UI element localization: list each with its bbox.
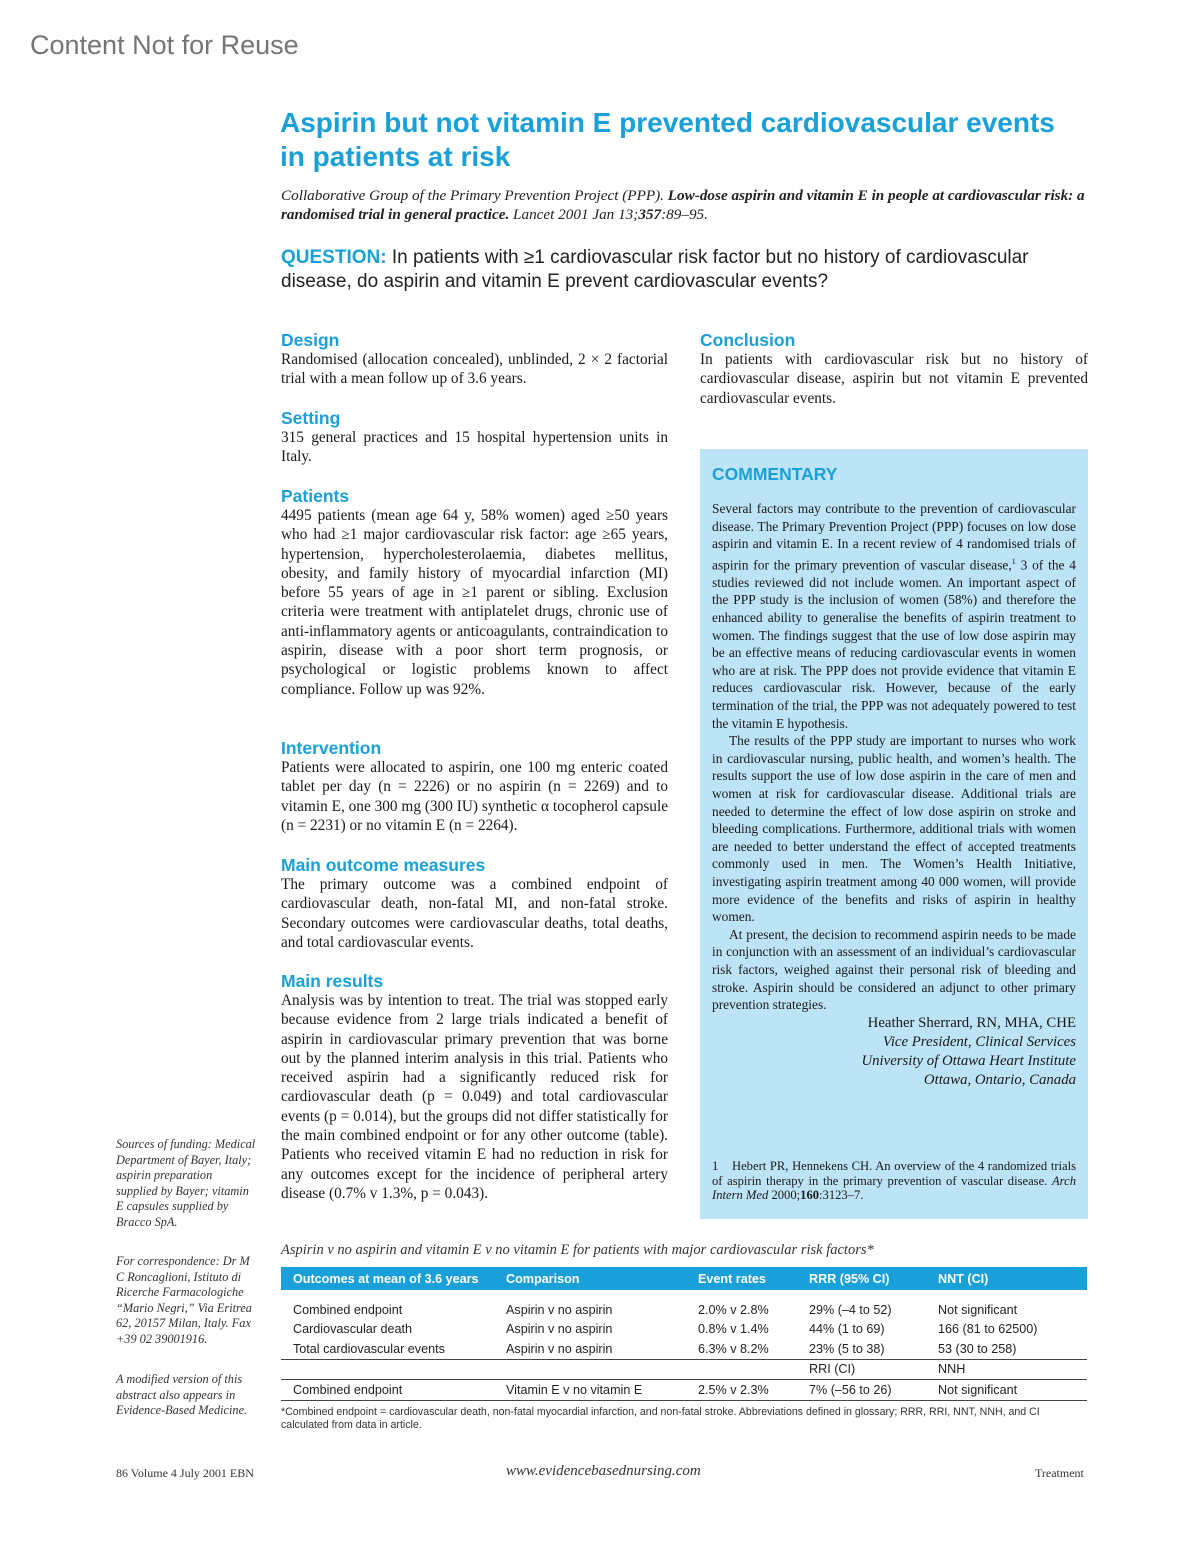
commentary-institution: University of Ottawa Heart Institute bbox=[861, 1052, 1076, 1069]
reference-pages: :3123–7. bbox=[819, 1188, 864, 1202]
table-cell: 0.8% v 1.4% bbox=[698, 1322, 769, 1337]
table-cell: 29% (–4 to 52) bbox=[809, 1302, 892, 1317]
table-cell: 53 (30 to 258) bbox=[938, 1341, 1017, 1356]
citation-journal: Lancet 2001 Jan 13; bbox=[509, 206, 639, 223]
patients-text: 4495 patients (mean age 64 y, 58% women) aged ≥50 years who had ≥1 major cardiovascular risk factor: age ≥65 years, hypertension, hypercholesterolaemia, diabetes mellitus, obesity, and family history of myocardial infarction (MI) before 55 years of age in ≥1 parent or sibling. Exclusion criteria were treatment with antiplatelet drugs, chronic use of anti-inflammatory agents or anticoagulants, contraindication to aspirin, disease with a poor short term prognosis, or psychological or logistic problems known to affect compliance. Follow up was 92%. bbox=[281, 507, 668, 698]
commentary-paragraph-2: The results of the PPP study are important to nurses who work in cardiovascular nursing, public health, and women’s health. The results support the use of low dose aspirin in the care of men and women at risk for cardiovascular disease. Additional trials are needed to determine the effect of low dose aspirin on stroke and bleeding complications. Furthermore, additional trials with women are needed to better understand the effect of accepted treatments commonly used in men. The Women’s Health Initiative, investigating aspirin treatment among 40 000 women, will provide more evidence of the benefits and risks of aspirin in healthy women. bbox=[712, 733, 1076, 925]
article-title: Aspirin but not vitamin E prevented cardiovascular events in patients at risk bbox=[280, 107, 1055, 172]
setting-text: 315 general practices and 15 hospital hypertension units in Italy. bbox=[281, 429, 668, 466]
design-section bbox=[281, 330, 668, 389]
conclusion-section bbox=[700, 330, 1088, 408]
outcomes-heading: Main outcome measures bbox=[281, 855, 486, 875]
table-cell: Aspirin v no aspirin bbox=[506, 1341, 613, 1356]
table-cell: Aspirin v no aspirin bbox=[506, 1322, 613, 1337]
citation-pages: :89–95. bbox=[661, 206, 708, 223]
table-cell bbox=[494, 1359, 686, 1380]
table-cell: Vitamin E v no vitamin E bbox=[494, 1380, 686, 1401]
table-cell: 23% (5 to 38) bbox=[809, 1341, 885, 1356]
table-caption: Aspirin v no aspirin and vitamin E v no vitamin E for patients with major cardiovascular risk factors* bbox=[281, 1242, 874, 1258]
table-cell: 2.5% v 2.3% bbox=[686, 1380, 797, 1401]
header-nnt: NNT (CI) bbox=[926, 1267, 1087, 1290]
table-cell: Cardiovascular death bbox=[293, 1322, 413, 1337]
commentary-location: Ottawa, Ontario, Canada bbox=[923, 1071, 1076, 1088]
table-header-row bbox=[281, 1267, 1087, 1290]
reference-number: 1 bbox=[712, 1159, 719, 1173]
intervention-text: Patients were allocated to aspirin, one 100 mg enteric coated tablet per day (n = 2226) or no aspirin (n = 2269) and to vitamin E, one 300 mg (300 IU) synthetic α tocopherol capsule (n = 2231) or no vitamin E (n = 2264). bbox=[281, 759, 668, 834]
commentary-heading: COMMENTARY bbox=[712, 464, 838, 484]
table-cell: 6.3% v 8.2% bbox=[698, 1341, 769, 1356]
correspondence-note: For correspondence: Dr M C Roncaglioni, Istituto di Ricerche Farmacologiche “Mario Negri,” Via Eritrea 62, 20157 Milan, Italy. Fax +39 02 39001916. bbox=[116, 1254, 252, 1346]
header-comparison: Comparison bbox=[494, 1267, 686, 1290]
citation-article-title: Low-dose aspirin and vitamin E in people at cardiovascular risk: a randomised trial in general practice. bbox=[281, 187, 1085, 223]
commentary-author: Heather Sherrard, RN, MHA, CHE bbox=[867, 1014, 1076, 1031]
watermark: Content Not for Reuse bbox=[30, 30, 299, 60]
funding-note: Sources of funding: Medical Department of Bayer, Italy; aspirin preparation supplied by Bayer; vitamin E capsules supplied by Bracco SpA. bbox=[116, 1137, 256, 1229]
results-text: Analysis was by intention to treat. The trial was stopped early because evidence from 2 large trials indicated a benefit of aspirin in cardiovascular primary prevention that was borne out by the planned interim analysis in this trial. Patients who received aspirin had a significantly reduced risk for cardiovascular death (p = 0.049) and total cardiovascular events (p = 0.014), but the groups did not differ statistically for the main combined endpoint or for any other outcome (table). Patients who received vitamin E had no reduction in risk for any outcomes except for the incidence of peripheral artery disease (0.7% v 1.3%, p = 0.043). bbox=[281, 992, 668, 1202]
question-label: QUESTION: bbox=[281, 247, 387, 268]
reference-text: Hebert PR, Hennekens CH. An overview of the 4 randomized trials of aspirin therapy in the primary prevention of vascular disease. bbox=[712, 1159, 1076, 1188]
reference-year: 2000; bbox=[768, 1188, 801, 1202]
citation-volume: 357 bbox=[638, 206, 662, 223]
table-cell: 2.0% v 2.8% bbox=[698, 1302, 769, 1317]
commentary-box bbox=[700, 449, 1088, 1219]
patients-section bbox=[281, 486, 668, 699]
question-text: In patients with ≥1 cardiovascular risk factor but no history of cardiovascular disease, do aspirin and vitamin E prevent cardiovascular events? bbox=[281, 247, 1029, 292]
table-row bbox=[281, 1320, 1087, 1340]
design-heading: Design bbox=[281, 330, 340, 350]
table-subheader-row bbox=[281, 1359, 1087, 1380]
outcomes-text: The primary outcome was a combined endpoint of cardiovascular death, non-fatal MI, and non-fatal stroke. Secondary outcomes were cardiovascular deaths, total deaths, and total cardiovascular events. bbox=[281, 876, 668, 951]
header-event-rates: Event rates bbox=[686, 1267, 797, 1290]
table-cell: Combined endpoint bbox=[281, 1380, 494, 1401]
table-row bbox=[281, 1380, 1087, 1401]
setting-section bbox=[281, 408, 668, 467]
intervention-section bbox=[281, 738, 668, 835]
table-cell: Aspirin v no aspirin bbox=[506, 1302, 613, 1317]
patients-heading: Patients bbox=[281, 486, 350, 506]
citation bbox=[281, 186, 1091, 224]
table-row bbox=[281, 1300, 1087, 1320]
subheader-rri: RRI (CI) bbox=[797, 1359, 926, 1380]
commentary-p1-text: Several factors may contribute to the prevention of cardiovascular disease. The Primary Prevention Project (PPP) focuses on low dose aspirin and vitamin E. In a recent review of 4 randomised trials of aspirin for the primary prevention of vascular disease, bbox=[712, 501, 1076, 573]
table-cell: Combined endpoint bbox=[293, 1302, 403, 1317]
modified-version-note: A modified version of this abstract also appears in Evidence-Based Medicine. bbox=[116, 1372, 248, 1417]
conclusion-text: In patients with cardiovascular risk but no history of cardiovascular disease, aspirin but not vitamin E prevented cardiovascular events. bbox=[700, 351, 1088, 407]
design-text: Randomised (allocation concealed), unblinded, 2 × 2 factorial trial with a mean follow up of 3.6 years. bbox=[281, 351, 668, 388]
table-cell bbox=[281, 1359, 494, 1380]
commentary-paragraph-1 bbox=[712, 500, 1076, 732]
commentary-p1-rest: 3 of the 4 studies reviewed did not include women. An important aspect of the PPP study is the inclusion of women (58%) and therefore the enhanced ability to generalise the benefits of aspirin treatment to women. The findings suggest that the use of low dose aspirin may be an effective means of reducing cardiovascular events in women who are at risk. The PPP does not provide evidence that vitamin E reduces cardiovascular risk. However, because of the early termination of the trial, the PPP was not adequately powered to test the vitamin E hypothesis. bbox=[712, 557, 1076, 731]
intervention-heading: Intervention bbox=[281, 738, 382, 758]
commentary-body bbox=[712, 500, 1076, 1090]
table-cell bbox=[686, 1359, 797, 1380]
table-cell: Not significant bbox=[938, 1302, 1018, 1317]
reference-journal: Arch Intern Med bbox=[712, 1173, 1076, 1202]
table-cell: Not significant bbox=[926, 1380, 1087, 1401]
results-heading: Main results bbox=[281, 971, 384, 991]
table-cell: 7% (–56 to 26) bbox=[797, 1380, 926, 1401]
table-footnote: *Combined endpoint = cardiovascular death, non-fatal myocardial infarction, and non-fatal stroke. Abbreviations defined in glossary; RRR, RRI, NNT, NNH, and CI calculated from data in article. bbox=[281, 1406, 1040, 1431]
setting-heading: Setting bbox=[281, 408, 341, 428]
header-outcomes: Outcomes at mean of 3.6 years bbox=[281, 1267, 494, 1290]
question bbox=[281, 246, 1081, 294]
table-cell: 44% (1 to 69) bbox=[809, 1322, 885, 1337]
subheader-nnh: NNH bbox=[926, 1359, 1087, 1380]
citation-authors: Collaborative Group of the Primary Prevention Project (PPP). bbox=[281, 187, 668, 204]
header-rrr: RRR (95% CI) bbox=[797, 1267, 926, 1290]
commentary-reference bbox=[712, 1159, 1076, 1203]
table-row bbox=[281, 1339, 1087, 1359]
outcomes-section bbox=[281, 855, 668, 952]
footer-website-link[interactable]: www.evidencebasednursing.com bbox=[506, 1463, 701, 1479]
commentary-signature bbox=[712, 1014, 1076, 1090]
commentary-role: Vice President, Clinical Services bbox=[882, 1033, 1076, 1050]
reference-volume: 160 bbox=[800, 1188, 820, 1202]
reference-superscript: 1 bbox=[1011, 556, 1016, 566]
conclusion-heading: Conclusion bbox=[700, 330, 796, 350]
results-section bbox=[281, 971, 668, 1203]
table-cell: 166 (81 to 62500) bbox=[938, 1322, 1038, 1337]
footer-page-info: 86 Volume 4 July 2001 EBN bbox=[116, 1466, 254, 1480]
results-table bbox=[281, 1267, 1087, 1401]
footer-section: Treatment bbox=[1035, 1466, 1084, 1480]
commentary-paragraph-3: At present, the decision to recommend aspirin needs to be made in conjunction with an assessment of an individual’s cardiovascular risk factors, weighed against their personal risk of bleeding and stroke. Aspirin should be considered an adjunct to other primary prevention strategies. bbox=[712, 926, 1076, 1013]
table-cell: Total cardiovascular events bbox=[293, 1341, 445, 1356]
